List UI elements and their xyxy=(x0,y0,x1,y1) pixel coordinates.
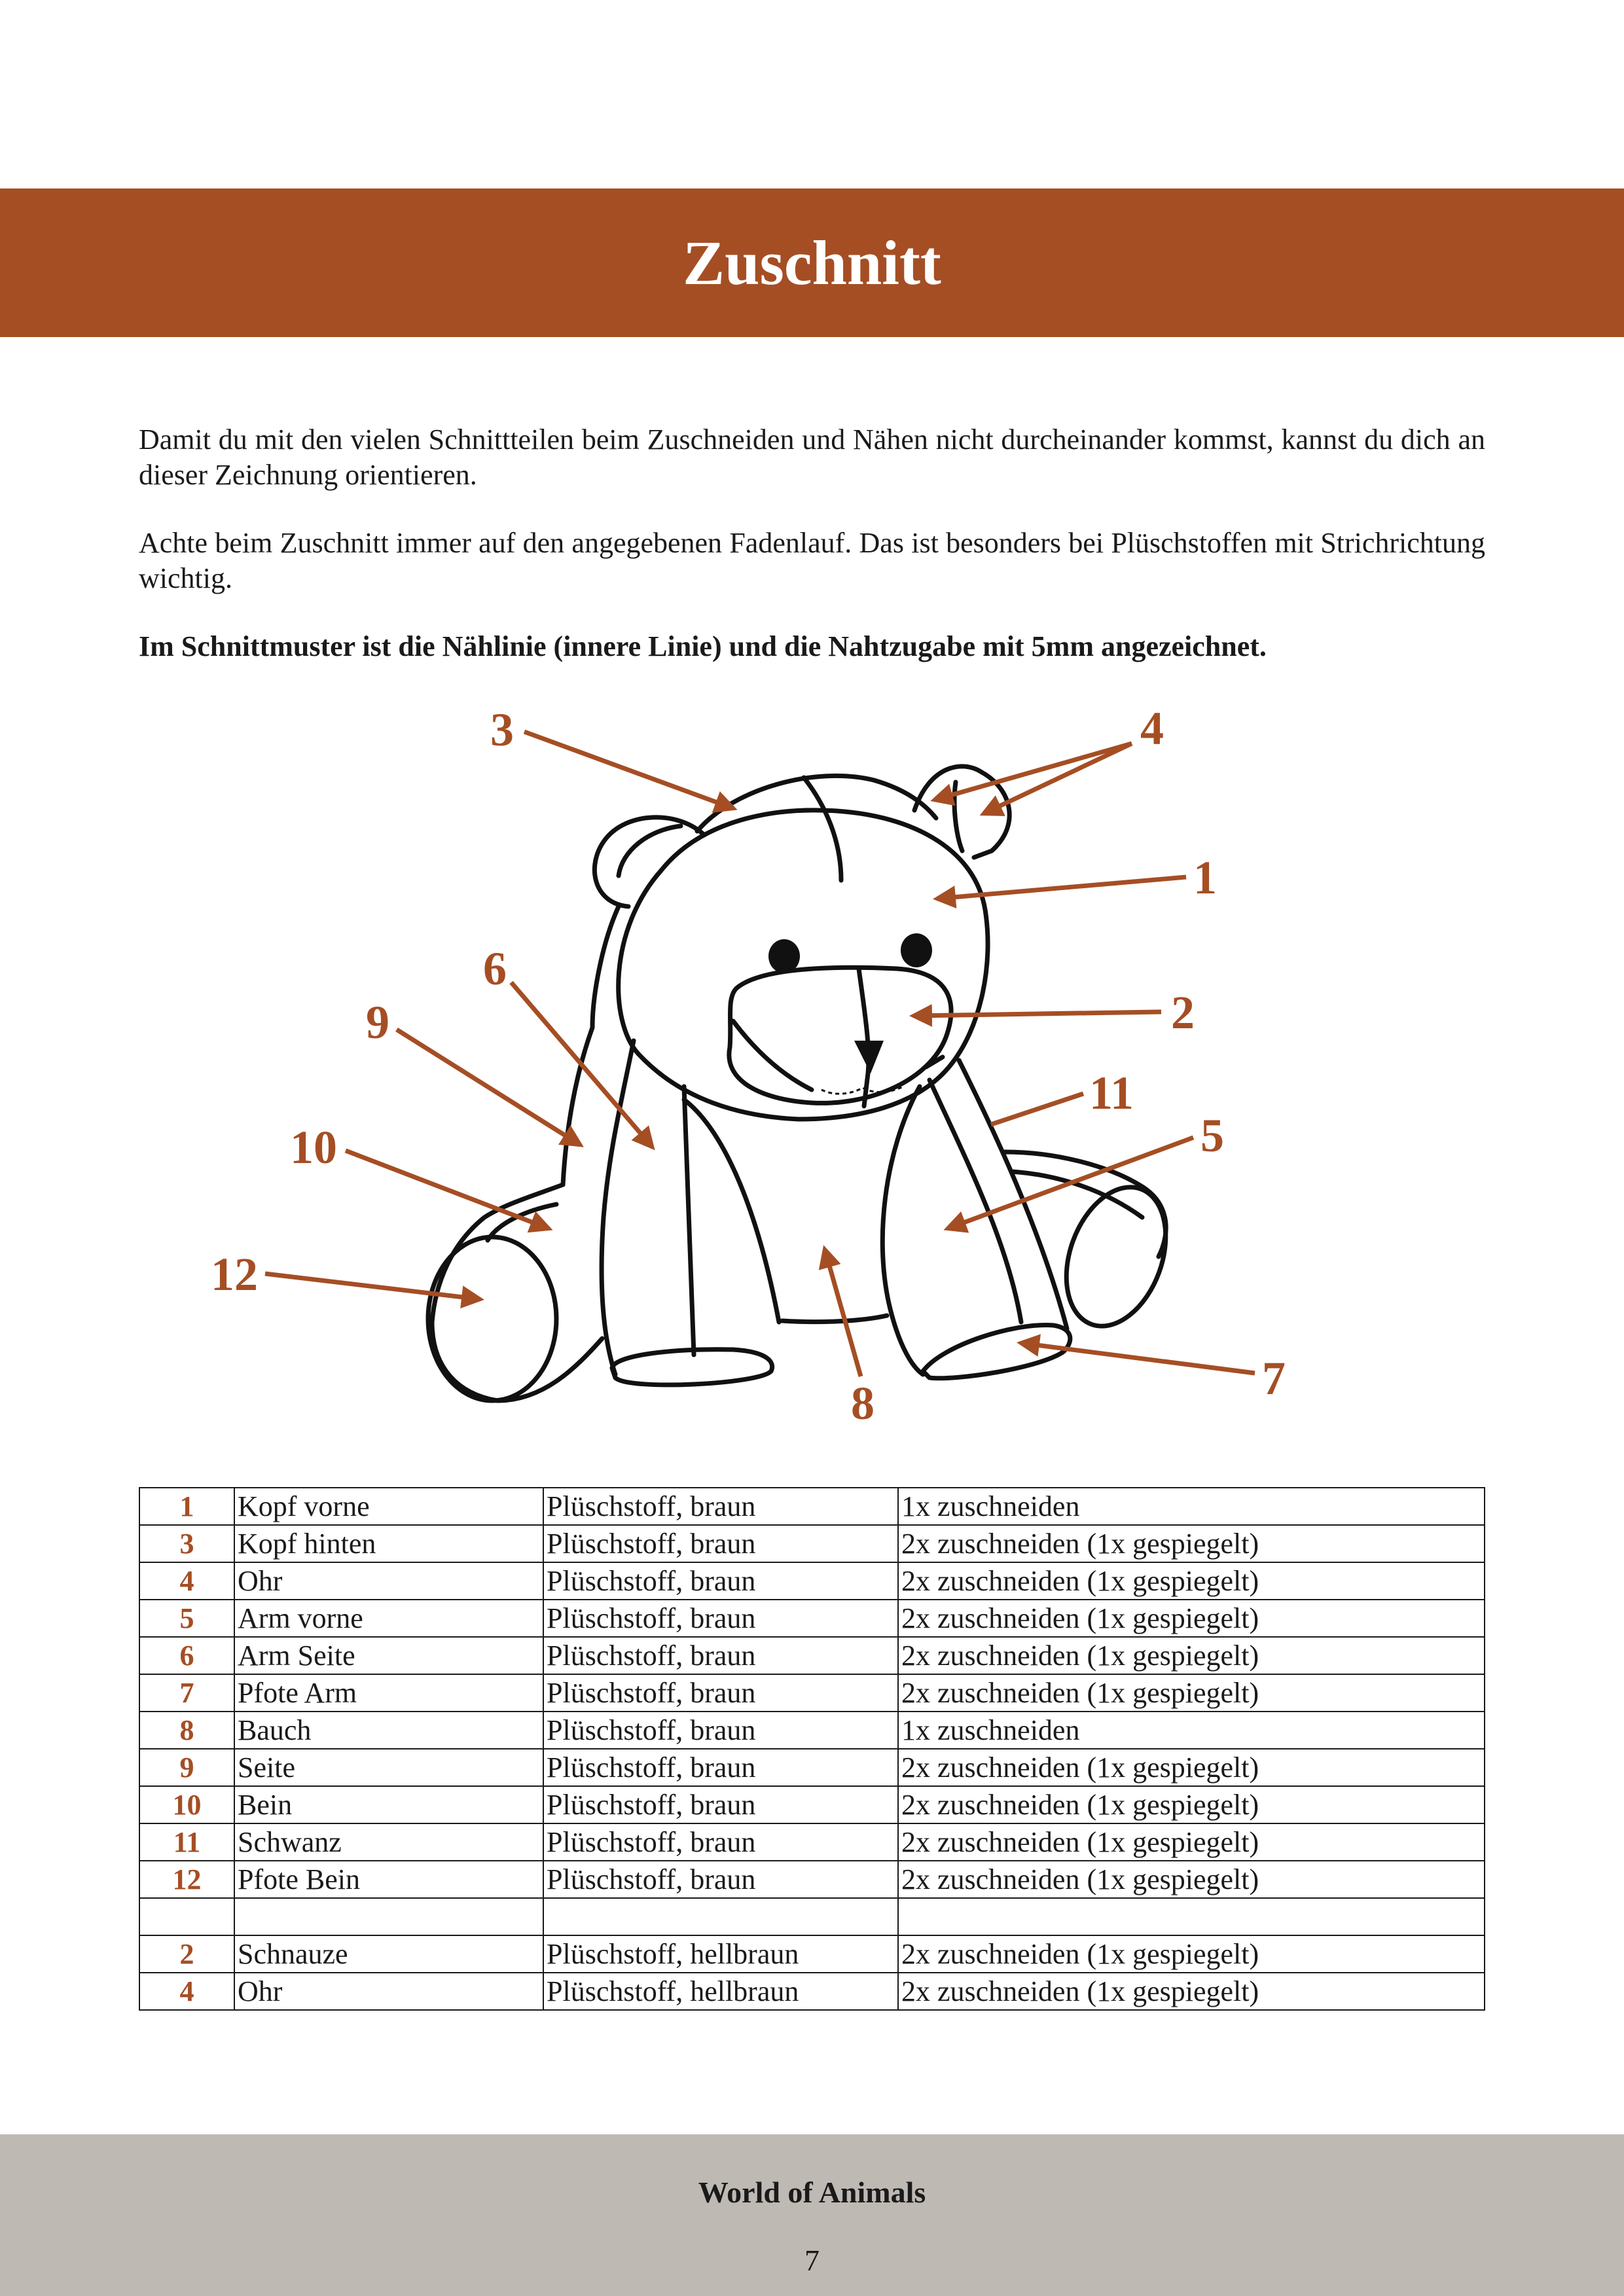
part-name xyxy=(234,1898,543,1935)
part-name: Seite xyxy=(234,1749,543,1786)
part-cut-instruction: 2x zuschneiden (1x gespiegelt) xyxy=(898,1525,1485,1562)
arrow-3 xyxy=(524,732,733,808)
callout-arrows xyxy=(265,732,1255,1376)
part-cut-instruction: 2x zuschneiden (1x gespiegelt) xyxy=(898,1749,1485,1786)
right-ear-inner xyxy=(954,782,962,851)
part-material xyxy=(543,1898,898,1935)
left-ear xyxy=(594,817,704,906)
part-name: Kopf vorne xyxy=(234,1488,543,1525)
arrow-5 xyxy=(948,1138,1193,1229)
table-row xyxy=(139,1600,1485,1637)
right-foot-pad xyxy=(1049,1174,1184,1340)
seam-allowance-note: Im Schnittmuster ist die Nählinie (innere Linie) und die Nahtzugabe mit 5mm angezeichnet. xyxy=(139,630,1267,662)
parts-table xyxy=(139,1487,1485,2011)
nose-icon xyxy=(854,1041,884,1073)
arrow-2 xyxy=(914,1012,1161,1016)
part-name: Kopf hinten xyxy=(234,1525,543,1562)
part-number: 5 xyxy=(139,1600,234,1637)
label-2: 2 xyxy=(1171,986,1195,1039)
part-material: Plüschstoff, braun xyxy=(543,1674,898,1712)
table-row xyxy=(139,1823,1485,1861)
left-foot-pad xyxy=(428,1237,556,1401)
part-material: Plüschstoff, hellbraun xyxy=(543,1973,898,2010)
part-name: Pfote Arm xyxy=(234,1674,543,1712)
intro-paragraph-1: Damit du mit den vielen Schnittteilen beim Zuschneiden und Nähen nicht durcheinander kommst, kannst du dich an dieser Zeichnung orientieren. xyxy=(139,423,1485,491)
part-number: 4 xyxy=(139,1562,234,1600)
right-eye-icon xyxy=(901,933,932,967)
part-number: 4 xyxy=(139,1973,234,2010)
part-name: Arm Seite xyxy=(234,1637,543,1674)
part-number: 8 xyxy=(139,1712,234,1749)
part-cut-instruction: 2x zuschneiden (1x gespiegelt) xyxy=(898,1861,1485,1898)
table-row xyxy=(139,1488,1485,1525)
part-cut-instruction: 2x zuschneiden (1x gespiegelt) xyxy=(898,1786,1485,1823)
part-material: Plüschstoff, braun xyxy=(543,1749,898,1786)
left-leg-inner xyxy=(488,1204,556,1240)
muzzle xyxy=(729,967,951,1103)
footer xyxy=(0,2134,1624,2296)
intro-text xyxy=(139,422,1485,664)
part-cut-instruction: 2x zuschneiden (1x gespiegelt) xyxy=(898,1935,1485,1973)
left-ear-inner xyxy=(619,826,681,876)
part-material: Plüschstoff, braun xyxy=(543,1861,898,1898)
table-row xyxy=(139,1861,1485,1898)
part-number xyxy=(139,1898,234,1935)
part-cut-instruction: 2x zuschneiden (1x gespiegelt) xyxy=(898,1973,1485,2010)
arm-right-back xyxy=(959,1060,1067,1329)
arm-left-seam xyxy=(684,1086,694,1355)
table-row xyxy=(139,1749,1485,1786)
part-number: 9 xyxy=(139,1749,234,1786)
title-banner xyxy=(0,188,1624,337)
arm-left-outer xyxy=(602,1041,634,1374)
table-row xyxy=(139,1786,1485,1823)
part-material: Plüschstoff, braun xyxy=(543,1786,898,1823)
belly-bottom xyxy=(782,1316,887,1322)
label-11: 11 xyxy=(1089,1067,1134,1119)
arrow-9 xyxy=(397,1030,580,1145)
muzzle-seam xyxy=(859,969,869,1106)
part-number: 7 xyxy=(139,1674,234,1712)
arrow-6 xyxy=(511,982,652,1147)
part-material: Plüschstoff, hellbraun xyxy=(543,1935,898,1973)
part-number: 11 xyxy=(139,1823,234,1861)
part-name: Bein xyxy=(234,1786,543,1823)
label-1: 1 xyxy=(1193,852,1217,904)
table-row xyxy=(139,1973,1485,2010)
smile-left xyxy=(733,1021,812,1090)
part-material: Plüschstoff, braun xyxy=(543,1823,898,1861)
right-ear xyxy=(914,766,1009,857)
part-cut-instruction: 2x zuschneiden (1x gespiegelt) xyxy=(898,1637,1485,1674)
label-10: 10 xyxy=(290,1121,337,1174)
head-back xyxy=(697,776,936,831)
line-11 xyxy=(991,1094,1083,1124)
arrow-4a xyxy=(935,744,1132,800)
table-row xyxy=(139,1674,1485,1712)
label-7: 7 xyxy=(1262,1352,1286,1405)
mouth-stitch xyxy=(821,1086,903,1094)
bear-outline xyxy=(428,766,1183,1401)
left-eye-icon xyxy=(768,939,800,973)
right-paw xyxy=(923,1325,1070,1378)
part-cut-instruction: 1x zuschneiden xyxy=(898,1488,1485,1525)
page-title: Zuschnitt xyxy=(683,228,941,298)
intro-paragraph-2: Achte beim Zuschnitt immer auf den angegebenen Fadenlauf. Das ist besonders bei Plüschstoffen mit Strichrichtung wichtig. xyxy=(139,527,1485,594)
head-front xyxy=(619,810,988,1119)
table-row xyxy=(139,1525,1485,1562)
part-number: 10 xyxy=(139,1786,234,1823)
part-cut-instruction: 2x zuschneiden (1x gespiegelt) xyxy=(898,1562,1485,1600)
smile-right xyxy=(926,1057,943,1067)
arrow-12 xyxy=(265,1274,480,1299)
left-leg xyxy=(432,1185,602,1401)
table-row xyxy=(139,1935,1485,1973)
arrow-8 xyxy=(825,1249,861,1376)
table-row xyxy=(139,1712,1485,1749)
part-name: Ohr xyxy=(234,1562,543,1600)
part-number: 12 xyxy=(139,1861,234,1898)
side-outline xyxy=(563,906,619,1185)
part-cut-instruction: 2x zuschneiden (1x gespiegelt) xyxy=(898,1674,1485,1712)
right-leg-inner xyxy=(1011,1172,1142,1217)
arm-right-outer xyxy=(882,1086,923,1374)
label-6: 6 xyxy=(483,942,507,995)
part-name: Arm vorne xyxy=(234,1600,543,1637)
part-name: Bauch xyxy=(234,1712,543,1749)
arrow-1 xyxy=(937,877,1186,899)
part-material: Plüschstoff, braun xyxy=(543,1525,898,1562)
table-row xyxy=(139,1637,1485,1674)
part-material: Plüschstoff, braun xyxy=(543,1600,898,1637)
label-8: 8 xyxy=(851,1377,875,1429)
arrow-4b xyxy=(984,744,1132,814)
bear-face xyxy=(768,933,932,1073)
part-cut-instruction xyxy=(898,1898,1485,1935)
part-number: 1 xyxy=(139,1488,234,1525)
head-seam xyxy=(804,778,841,880)
part-name: Pfote Bein xyxy=(234,1861,543,1898)
table-row xyxy=(139,1898,1485,1935)
arm-right-seam xyxy=(929,1080,1021,1322)
part-name: Ohr xyxy=(234,1973,543,2010)
label-12: 12 xyxy=(211,1248,258,1300)
part-cut-instruction: 1x zuschneiden xyxy=(898,1712,1485,1749)
table-row xyxy=(139,1562,1485,1600)
label-5: 5 xyxy=(1200,1109,1224,1162)
page-number: 7 xyxy=(804,2244,820,2277)
part-number: 2 xyxy=(139,1935,234,1973)
part-material: Plüschstoff, braun xyxy=(543,1488,898,1525)
right-leg xyxy=(1005,1152,1166,1257)
part-cut-instruction: 2x zuschneiden (1x gespiegelt) xyxy=(898,1600,1485,1637)
part-material: Plüschstoff, braun xyxy=(543,1637,898,1674)
left-paw xyxy=(612,1350,772,1385)
part-number: 6 xyxy=(139,1637,234,1674)
label-3: 3 xyxy=(490,704,514,756)
arrow-10 xyxy=(346,1151,549,1229)
part-material: Plüschstoff, braun xyxy=(543,1712,898,1749)
label-9: 9 xyxy=(366,996,389,1049)
part-number: 3 xyxy=(139,1525,234,1562)
label-4: 4 xyxy=(1140,702,1164,755)
footer-brand: World of Animals xyxy=(698,2176,926,2209)
arrow-7 xyxy=(1021,1343,1255,1373)
part-material: Plüschstoff, braun xyxy=(543,1562,898,1600)
belly-left xyxy=(684,1100,779,1322)
part-name: Schnauze xyxy=(234,1935,543,1973)
part-name: Schwanz xyxy=(234,1823,543,1861)
part-cut-instruction: 2x zuschneiden (1x gespiegelt) xyxy=(898,1823,1485,1861)
